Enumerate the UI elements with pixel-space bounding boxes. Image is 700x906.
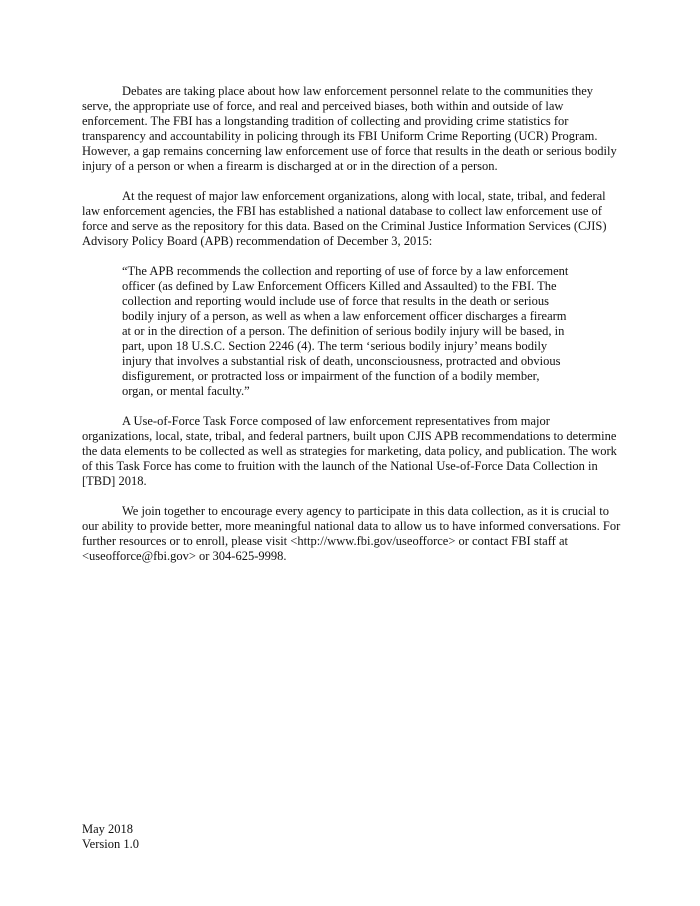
footer-version: Version 1.0 (82, 837, 139, 851)
footer (82, 822, 139, 852)
paragraph-database: At the request of major law enforcement organizations, along with local, state, tribal, and federal law enforcement agencies, the FBI has established a national database to collect law enforcement use of force and serve as the repository for this data. Based on the Criminal Justice Information Services (CJIS) Advisory Policy Board (APB) recommendation of December 3, 2015: (82, 189, 607, 248)
document-body (82, 84, 622, 579)
apb-quote: “The APB recommends the collection and reporting of use of force by a law enforcement officer (as defined by Law Enforcement Officers Killed and Assaulted) to the FBI. The collection and reporting would include use of force that results in the death or serious bodily injury of a person, as well as when a law enforcement officer discharges a firearm at or in the direction of a person. The definition of serious bodily injury will be based, in part, upon 18 U.S.C. Section 2246 (4). The term ‘serious bodily injury’ means bodily injury that involves a substantial risk of death, unconsciousness, protracted and obvious disfigurement, or protracted loss or impairment of the function of a bodily member, organ, or mental faculty.” (122, 264, 569, 398)
paragraph-intro: Debates are taking place about how law enforcement personnel relate to the communities they serve, the appropriate use of force, and real and perceived biases, both within and outside of law enforcement. The FBI has a longstanding tradition of collecting and providing crime statistics for transparency and accountability in policing through its FBI Uniform Crime Reporting (UCR) Program. However, a gap remains concerning law enforcement use of force that results in the death or serious bodily injury of a person or when a firearm is discharged at or in the direction of a person. (82, 84, 617, 173)
footer-date: May 2018 (82, 822, 134, 836)
paragraph-call-to-action: We join together to encourage every agency to participate in this data collection, as it is crucial to our ability to provide better, more meaningful national data to allow us to have informed conversations. For further resources or to enroll, please visit <http://www.fbi.gov/useofforce> or contact FBI staff at <useofforce@fbi.gov> or 304-625-9998. (82, 504, 621, 563)
paragraph-task-force: A Use-of-Force Task Force composed of law enforcement representatives from major organizations, local, state, tribal, and federal partners, built upon CJIS APB recommendations to determine the data elements to be collected as well as strategies for marketing, data policy, and publication. The work of this Task Force has come to fruition with the launch of the National Use-of-Force Data Collection in [TBD] 2018. (82, 414, 617, 488)
